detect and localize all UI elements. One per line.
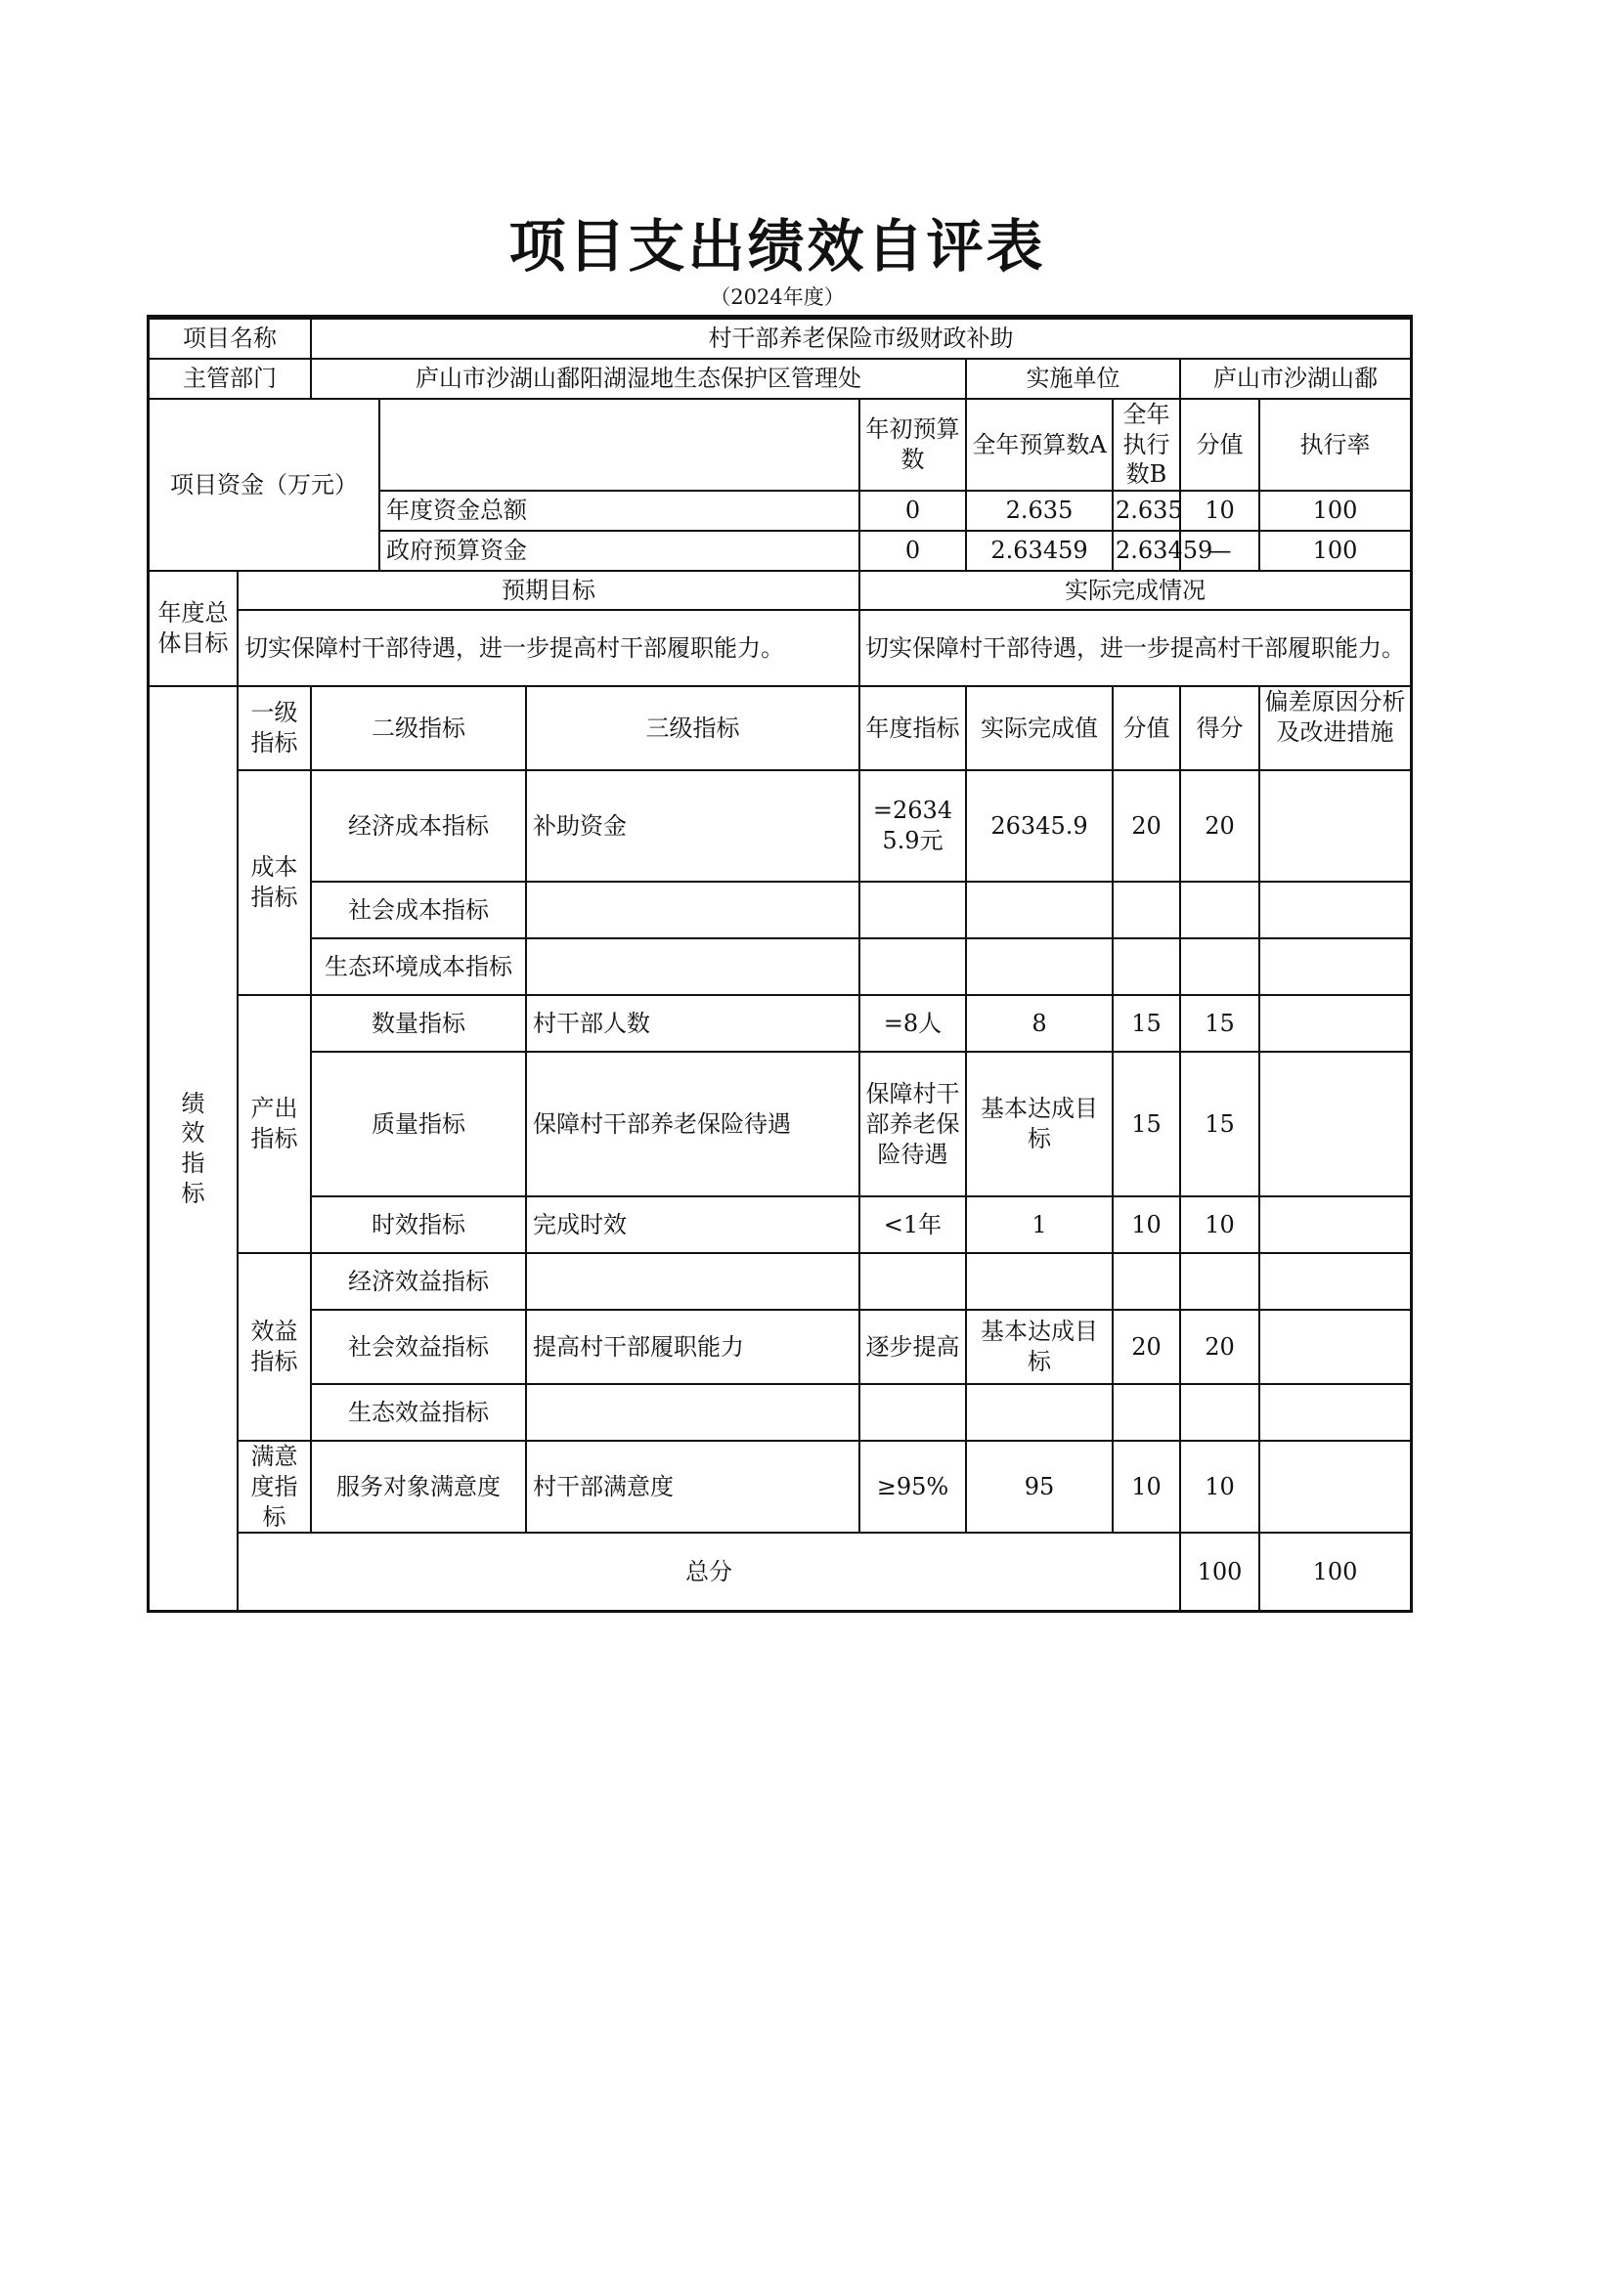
cost-economic-actual: 26345.9 <box>966 770 1113 882</box>
output-quantity-annual: =8人 <box>859 995 966 1052</box>
project-name: 村干部养老保险市级财政补助 <box>311 319 1411 359</box>
goals-actual-text: 切实保障村干部待遇，进一步提高村干部履职能力。 <box>859 610 1411 686</box>
cost-label: 成本指标 <box>238 770 311 995</box>
header-reason: 偏差原因分析及改进措施 <box>1259 686 1411 770</box>
output-time-actual: 1 <box>966 1196 1113 1253</box>
output-quality-annual: 保障村干部养老保险待遇 <box>859 1052 966 1196</box>
output-time-label: 时效指标 <box>311 1196 526 1253</box>
satisfaction-score-value: 10 <box>1113 1441 1180 1533</box>
benefit-label: 效益指标 <box>238 1253 311 1441</box>
funds-label: 项目资金（万元） <box>149 399 380 571</box>
output-quantity-score: 15 <box>1180 995 1259 1052</box>
funds-total-budget: 2.635 <box>966 491 1113 531</box>
cost-economic-score: 20 <box>1180 770 1259 882</box>
indicators-label: 绩效指标 <box>149 686 239 1611</box>
output-quality-name: 保障村干部养老保险待遇 <box>526 1052 859 1196</box>
output-label: 产出指标 <box>238 995 311 1253</box>
funds-row-total-label: 年度资金总额 <box>379 491 859 531</box>
goals-expected-text: 切实保障村干部待遇，进一步提高村干部履职能力。 <box>238 610 859 686</box>
satisfaction-score: 10 <box>1180 1441 1259 1533</box>
unit-value: 庐山市沙湖山鄱 <box>1180 359 1411 399</box>
cost-eco-label: 生态环境成本指标 <box>311 938 526 995</box>
goals-expected-header: 预期目标 <box>238 571 859 610</box>
benefit-economic-label: 经济效益指标 <box>311 1253 526 1310</box>
funds-header-budget: 全年预算数A <box>966 399 1113 491</box>
goals-label: 年度总体目标 <box>149 571 239 686</box>
benefit-social-annual: 逐步提高 <box>859 1310 966 1384</box>
output-quantity-actual: 8 <box>966 995 1113 1052</box>
funds-row-gov-label: 政府预算资金 <box>379 531 859 571</box>
output-time-score: 10 <box>1180 1196 1259 1253</box>
output-time-score-value: 10 <box>1113 1196 1180 1253</box>
funds-header-initial: 年初预算数 <box>859 399 966 491</box>
cost-economic-score-value: 20 <box>1113 770 1180 882</box>
benefit-social-score-value: 20 <box>1113 1310 1180 1384</box>
header-actual: 实际完成值 <box>966 686 1113 770</box>
total-score: 100 <box>1259 1533 1411 1611</box>
output-quality-label: 质量指标 <box>311 1052 526 1196</box>
cost-economic-label: 经济成本指标 <box>311 770 526 882</box>
benefit-eco-label: 生态效益指标 <box>311 1384 526 1441</box>
funds-gov-executed: 2.63459 <box>1113 531 1180 571</box>
header-level3: 三级指标 <box>526 686 859 770</box>
year-subtitle: （2024年度） <box>710 285 845 309</box>
unit-label: 实施单位 <box>966 359 1180 399</box>
output-quantity-score-value: 15 <box>1113 995 1180 1052</box>
funds-gov-rate: 100 <box>1259 531 1411 571</box>
cost-economic-annual: =26345.9元 <box>859 770 966 882</box>
header-level2: 二级指标 <box>311 686 526 770</box>
funds-gov-budget: 2.63459 <box>966 531 1113 571</box>
funds-total-score-value: 10 <box>1180 491 1259 531</box>
satisfaction-label: 满意度指标 <box>238 1441 311 1533</box>
satisfaction-annual: ≥95% <box>859 1441 966 1533</box>
dept-value: 庐山市沙湖山鄱阳湖湿地生态保护区管理处 <box>311 359 966 399</box>
benefit-social-name: 提高村干部履职能力 <box>526 1310 859 1384</box>
funds-total-initial: 0 <box>859 491 966 531</box>
output-quality-actual: 基本达成目标 <box>966 1052 1113 1196</box>
output-time-annual: <1年 <box>859 1196 966 1253</box>
satisfaction-actual: 95 <box>966 1441 1113 1533</box>
goals-actual-header: 实际完成情况 <box>859 571 1411 610</box>
cost-economic-name: 补助资金 <box>526 770 859 882</box>
benefit-social-label: 社会效益指标 <box>311 1310 526 1384</box>
evaluation-table <box>147 315 1413 1613</box>
header-score: 得分 <box>1180 686 1259 770</box>
funds-gov-initial: 0 <box>859 531 966 571</box>
funds-total-rate: 100 <box>1259 491 1411 531</box>
project-name-label: 项目名称 <box>149 319 312 359</box>
benefit-social-score: 20 <box>1180 1310 1259 1384</box>
output-quality-score-value: 15 <box>1113 1052 1180 1196</box>
satisfaction-level2: 服务对象满意度 <box>311 1441 526 1533</box>
output-time-name: 完成时效 <box>526 1196 859 1253</box>
funds-header-score-value: 分值 <box>1180 399 1259 491</box>
cost-social-label: 社会成本指标 <box>311 882 526 938</box>
header-score-value: 分值 <box>1113 686 1180 770</box>
output-quantity-label: 数量指标 <box>311 995 526 1052</box>
total-label: 总分 <box>238 1533 1180 1611</box>
satisfaction-name: 村干部满意度 <box>526 1441 859 1533</box>
total-score-value: 100 <box>1180 1533 1259 1611</box>
dept-label: 主管部门 <box>149 359 312 399</box>
page-title: 项目支出绩效自评表 <box>508 213 1046 280</box>
funds-total-executed: 2.635 <box>1113 491 1180 531</box>
funds-gov-score-value: — <box>1180 531 1259 571</box>
header-level1: 一级指标 <box>238 686 311 770</box>
output-quality-score: 15 <box>1180 1052 1259 1196</box>
benefit-social-actual: 基本达成目标 <box>966 1310 1113 1384</box>
funds-header-executed: 全年执行数B <box>1113 399 1180 491</box>
output-quantity-name: 村干部人数 <box>526 995 859 1052</box>
funds-header-rate: 执行率 <box>1259 399 1411 491</box>
header-annual: 年度指标 <box>859 686 966 770</box>
